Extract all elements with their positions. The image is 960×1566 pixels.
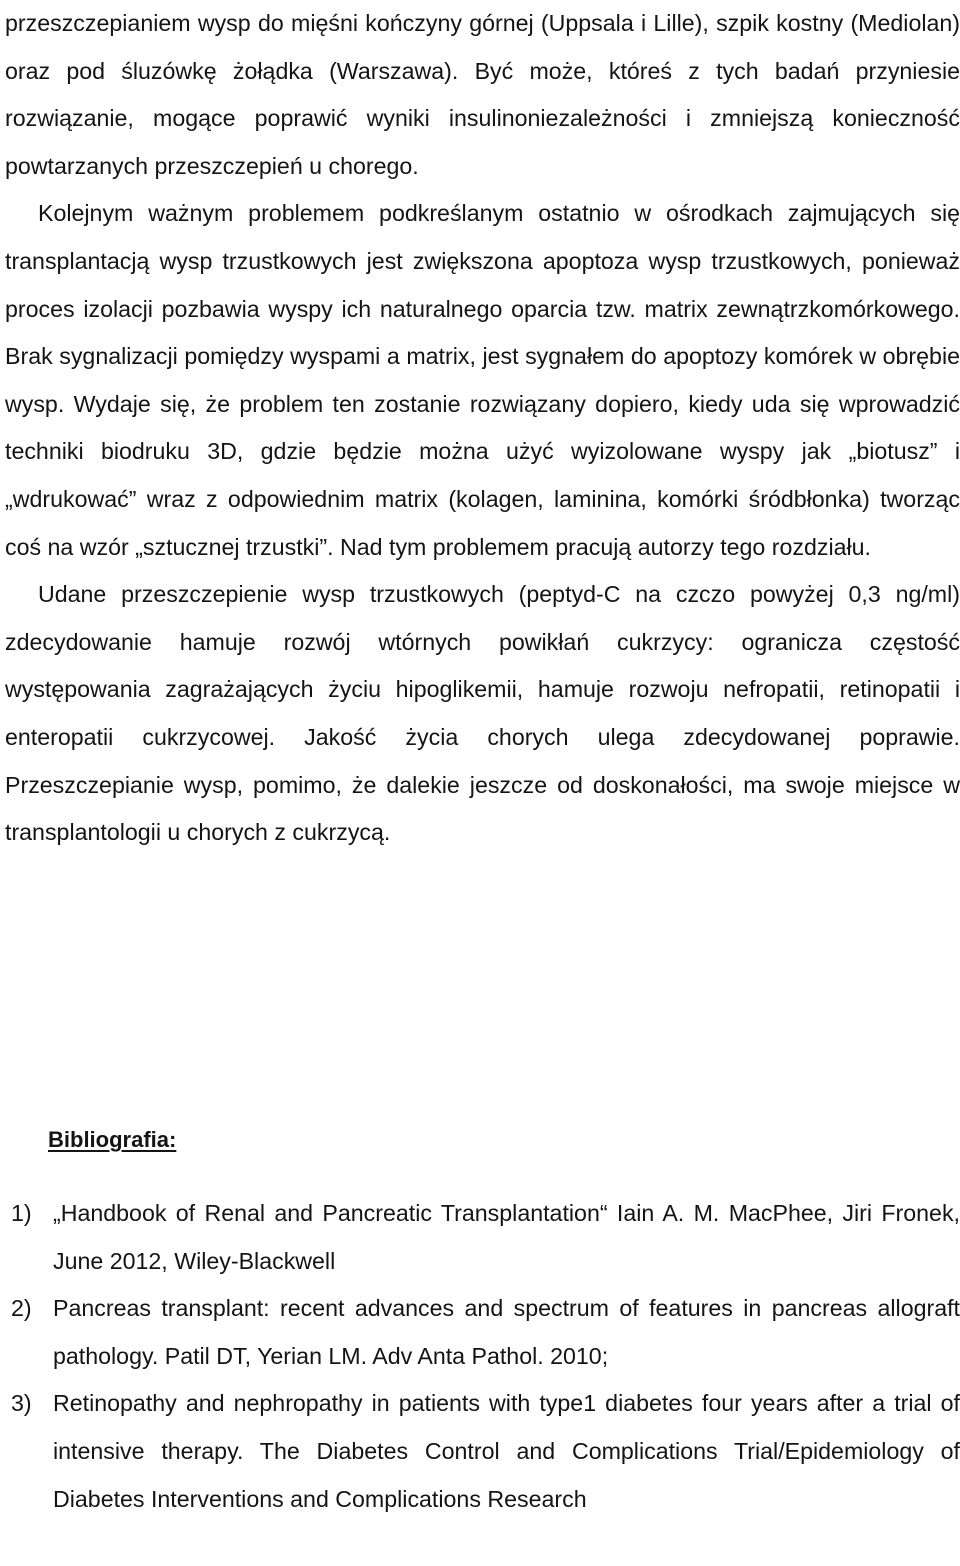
bibliography-item (5, 1380, 960, 1523)
bibliography-item-text: „Handbook of Renal and Pancreatic Transplantation“ Iain A. M. MacPhee, Jiri Fronek, June 2012, Wiley-Blackwell (53, 1200, 960, 1274)
bibliography-item (5, 1190, 960, 1285)
paragraph-outcomes: Udane przeszczepienie wysp trzustkowych (peptyd-C na czczo powyżej 0,3 ng/ml) zdecydowanie hamuje rozwój wtórnych powikłań cukrzycy: ogranicza częstość występowania zagrażających życiu hipoglikemii, hamuje rozwoju nefropatii, retinopatii i enteropatii cukrzycowej. Jakość życia chorych ulega zdecydowanej poprawie. Przeszczepianie wysp, pomimo, że dalekie jeszcze od doskonałości, ma swoje miejsce w transplantologii u chorych z cukrzycą. (5, 581, 960, 846)
bibliography-heading: Bibliografia: (48, 1127, 177, 1152)
bibliography-item-number: 2) (11, 1295, 32, 1322)
bibliography-item (5, 1285, 960, 1380)
bibliography-list (5, 1190, 960, 1523)
body-text (5, 0, 960, 857)
bibliography-item-number: 3) (11, 1390, 32, 1417)
bibliography-item-text: Pancreas transplant: recent advances and spectrum of features in pancreas allograft pathology. Patil DT, Yerian LM. Adv Anta Pathol. 2010; (53, 1295, 960, 1369)
paragraph-apoptosis: Kolejnym ważnym problemem podkreślanym ostatnio w ośrodkach zajmujących się transplantacją wysp trzustkowych jest zwiększona apoptoza wysp trzustkowych, ponieważ proces izolacji pozbawia wyspy ich naturalnego oparcia tzw. matrix zewnątrzkomórkowego. Brak sygnalizacji pomiędzy wyspami a matrix, jest sygnałem do apoptozy komórek w obrębie wysp. Wydaje się, że problem ten zostanie rozwiązany dopiero, kiedy uda się wprowadzić techniki biodruku 3D, gdzie będzie można użyć wyizolowane wyspy jak „biotusz” i „wdrukować” wraz z odpowiednim matrix (kolagen, laminina, komórki śródbłonka) tworząc coś na wzór „sztucznej trzustki”. Nad tym problemem pracują autorzy tego rozdziału. (5, 200, 960, 560)
paragraph-continuation: przeszczepianiem wysp do mięśni kończyny górnej (Uppsala i Lille), szpik kostny (Mediolan) oraz pod śluzówkę żołądka (Warszawa). Być może, któreś z tych badań przyniesie rozwiązanie, mogące poprawić wyniki insulinoniezależności i zmniejszą konieczność powtarzanych przeszczepień u chorego. (5, 10, 960, 179)
bibliography-item-text: Retinopathy and nephropathy in patients with type1 diabetes four years after a trial of intensive therapy. The Diabetes Control and Complications Trial/Epidemiology of Diabetes Interventions and Complications Research (53, 1390, 960, 1512)
bibliography-item-number: 1) (11, 1200, 32, 1226)
